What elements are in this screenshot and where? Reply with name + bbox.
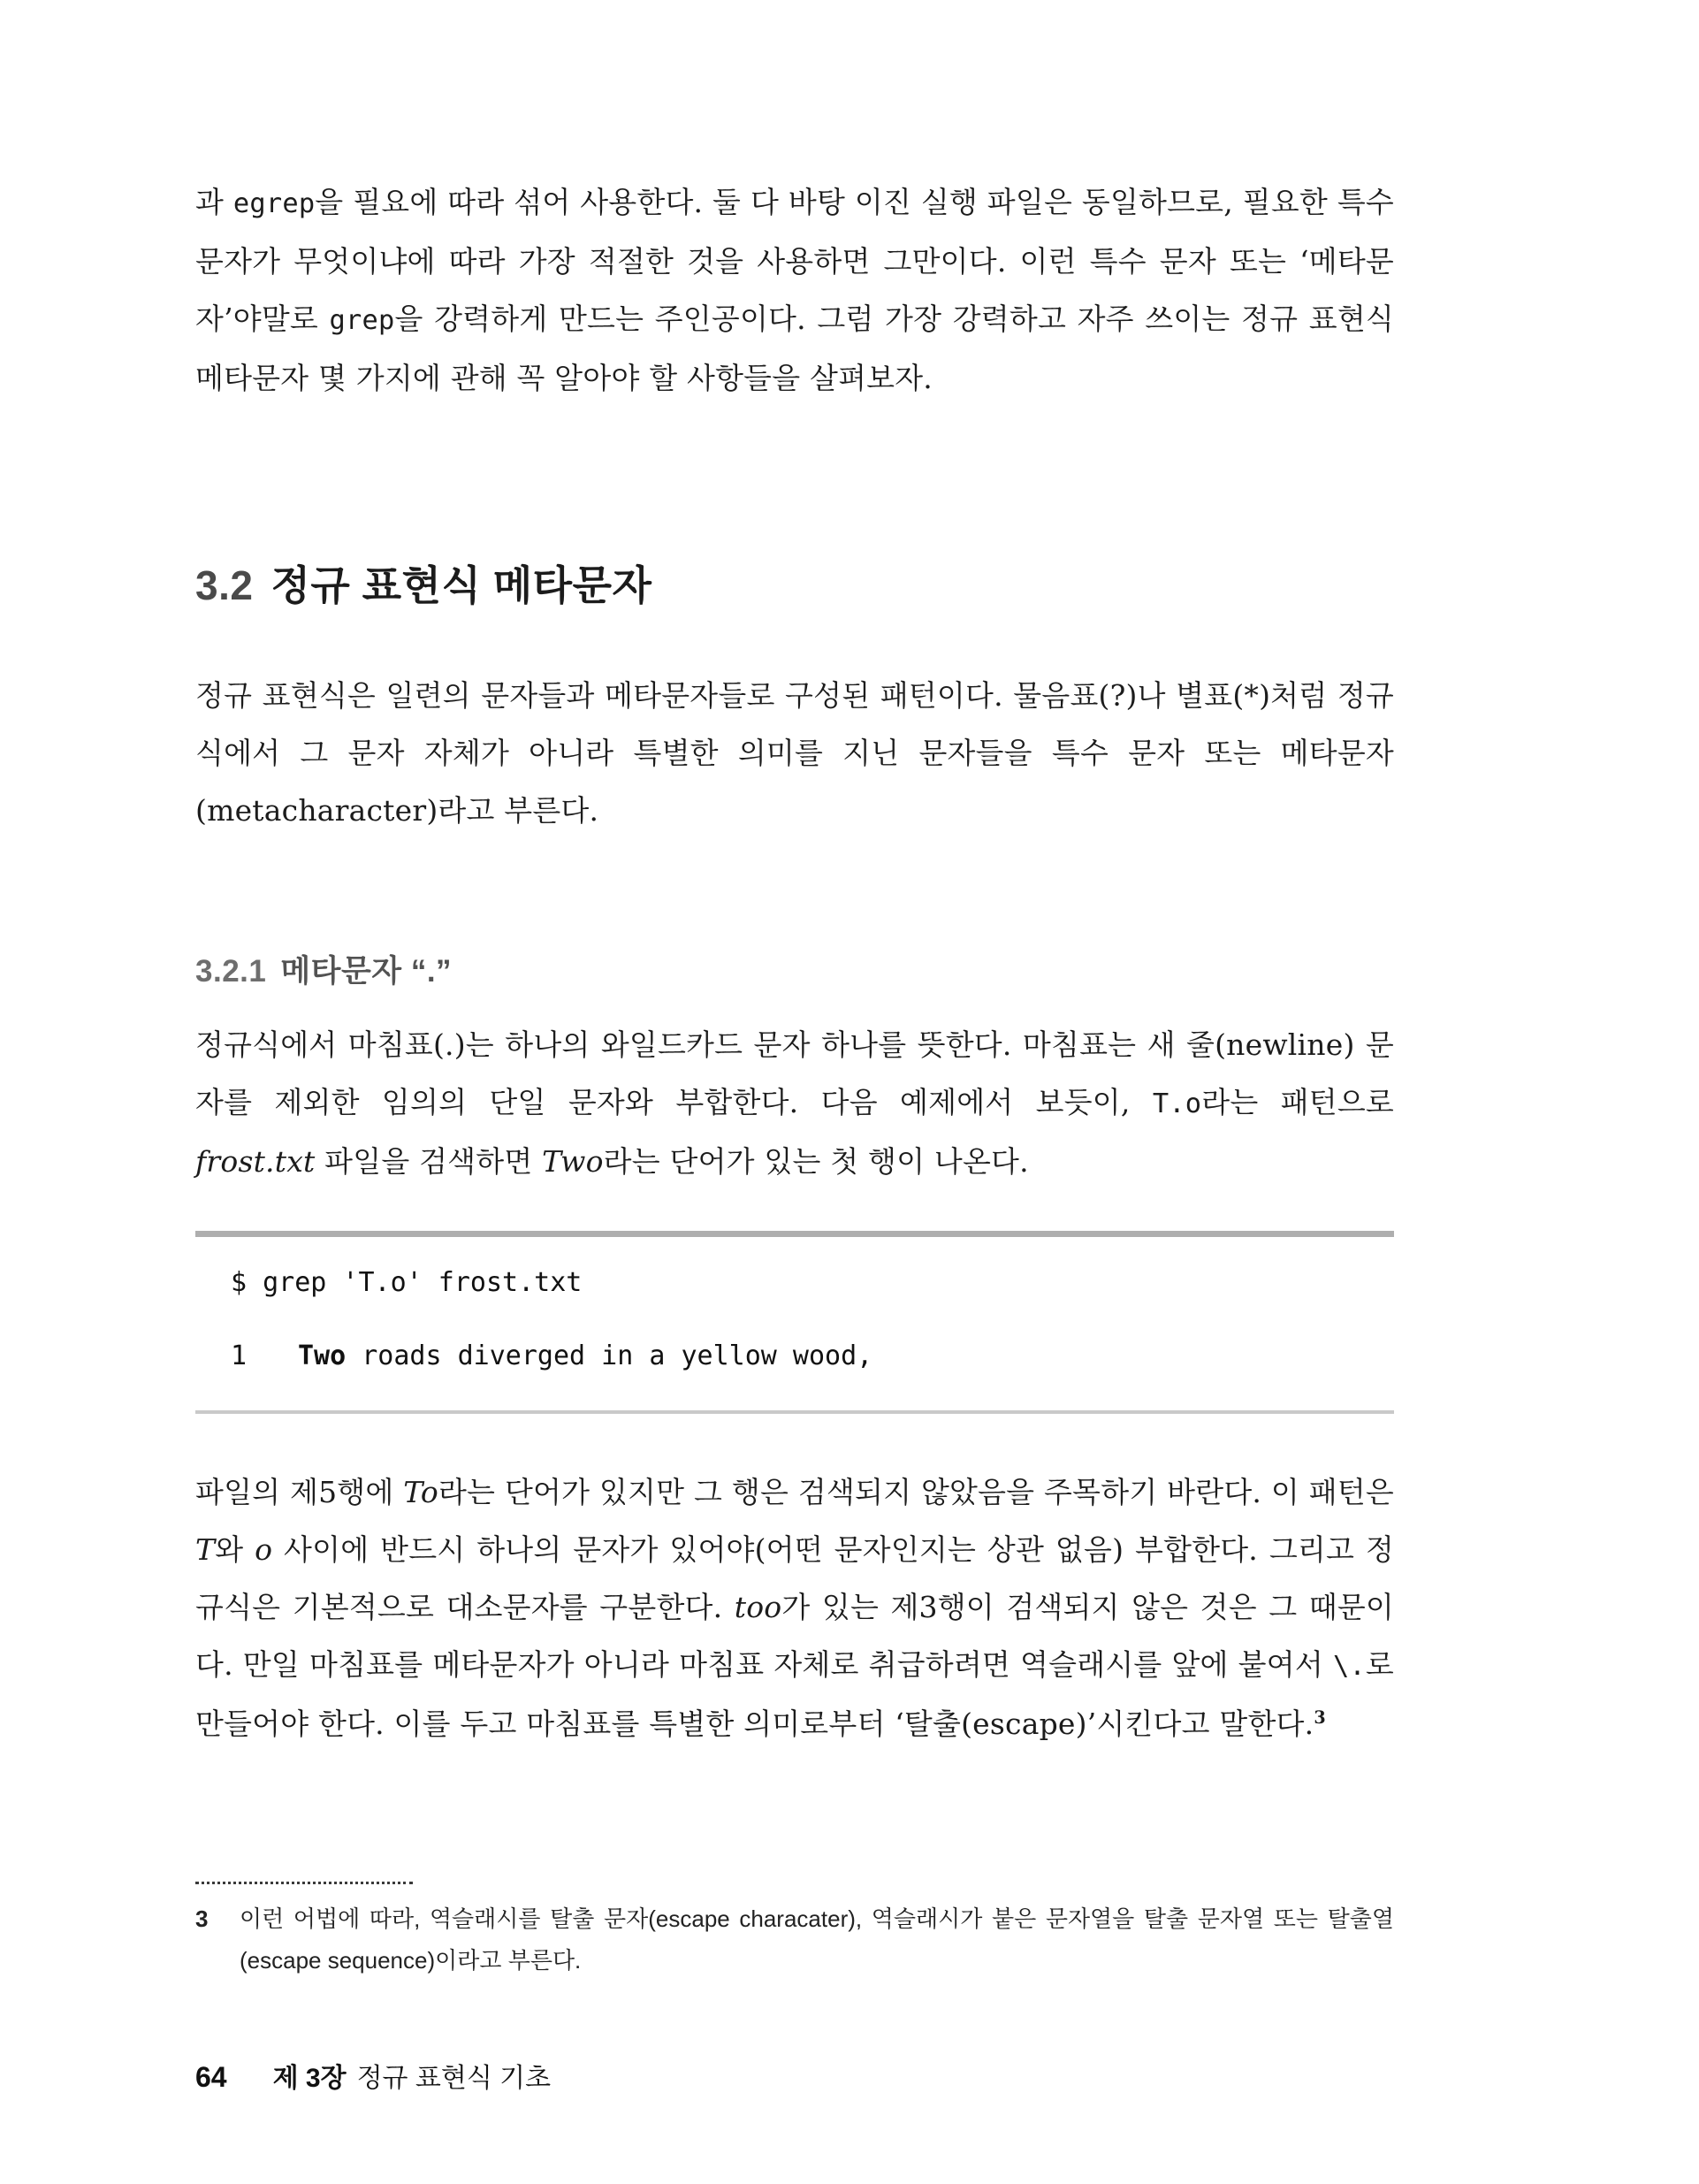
code-example-block (195, 1231, 1394, 1414)
page-number: 64 (195, 2061, 227, 2093)
shell-command: $ grep 'T.o' frost.txt (231, 1267, 583, 1298)
footnote-separator (195, 1882, 413, 1884)
subsection-title: 메타문자 “.” (280, 954, 453, 989)
subsection-heading-3-2-1 (195, 951, 1394, 993)
page-footer (195, 2056, 1394, 2095)
footnote-text: 이런 어법에 따라, 역슬래시를 탈출 문자(escape characater), 역슬래시가 붙은 문자열을 탈출 문자열 또는 탈출열(escape sequence)이라고 부른다. (240, 1905, 1394, 1974)
footnote (195, 1898, 1394, 1982)
body-paragraph: 파일의 제5행에 To라는 단어가 있지만 그 행은 검색되지 않았음을 주목하기 바란다. 이 패턴은 T와 o 사이에 반드시 하나의 문자가 있어야(어떤 문자인지는 상관 없음) 부합한다. 그리고 정규식은 기본적으로 대소문자를 구분한다. too가 있는 제3행이 검색되지 않은 것은 그 때문이다. 만일 마침표를 메타문자가 아니라 마침표 자체로 취급하려면 역슬래시를 앞에 붙여서 \.로 만들어야 한다. 이를 두고 마침표를 특별한 의미로부터 ‘탈출(escape)’시킨다고 말한다.$^3$ (195, 1475, 1394, 1741)
section-number: 3.2 (195, 562, 254, 608)
output-line-number: 1 (231, 1340, 248, 1371)
subsection-number: 3.2.1 (195, 954, 267, 989)
intro-paragraph: 과 egrep을 필요에 따라 섞어 사용한다. 둘 다 바탕 이진 실행 파일은 동일하므로, 필요한 특수 문자가 무엇이냐에 따라 가장 적절한 것을 사용하면 그만이다. 이런 특수 문자 또는 ‘메타문자’야말로 grep을 강력하게 만드는 주인공이다. 그럼 가장 강력하고 자주 쓰이는 정규 표현식 메타문자 몇 가지에 관해 꼭 알아야 할 사항들을 살펴보자. (195, 185, 1394, 395)
section-heading-3-2 (195, 559, 1394, 612)
matched-word: Two (298, 1340, 347, 1371)
footnote-number: 3 (195, 1905, 209, 1932)
subsection-body-paragraph: 정규식에서 마침표(.)는 하나의 와일드카드 문자 하나를 뜻한다. 마침표는 새 줄(newline) 문자를 제외한 임의의 단일 문자와 부합한다. 다음 예제에서 보듯이, T.o라는 패턴으로 frost.txt 파일을 검색하면 Two라는 단어가 있는 첫 행이 나온다. (195, 1027, 1394, 1179)
output-rest: roads diverged in a yellow wood, (346, 1340, 873, 1371)
command-output-line (231, 1340, 1394, 1371)
chapter-title: 정규 표현식 기초 (356, 2064, 552, 2093)
section-intro-paragraph: 정규 표현식은 일련의 문자들과 메타문자들로 구성된 패턴이다. 물음표(?)나 별표(*)처럼 정규식에서 그 문자 자체가 아니라 특별한 의미를 지닌 문자들을 특수 문자 또는 메타문자(metacharacter)라고 부른다. (195, 678, 1394, 828)
chapter-label: 제 3장 (272, 2064, 347, 2093)
section-title: 정규 표현식 메타문자 (270, 562, 652, 608)
